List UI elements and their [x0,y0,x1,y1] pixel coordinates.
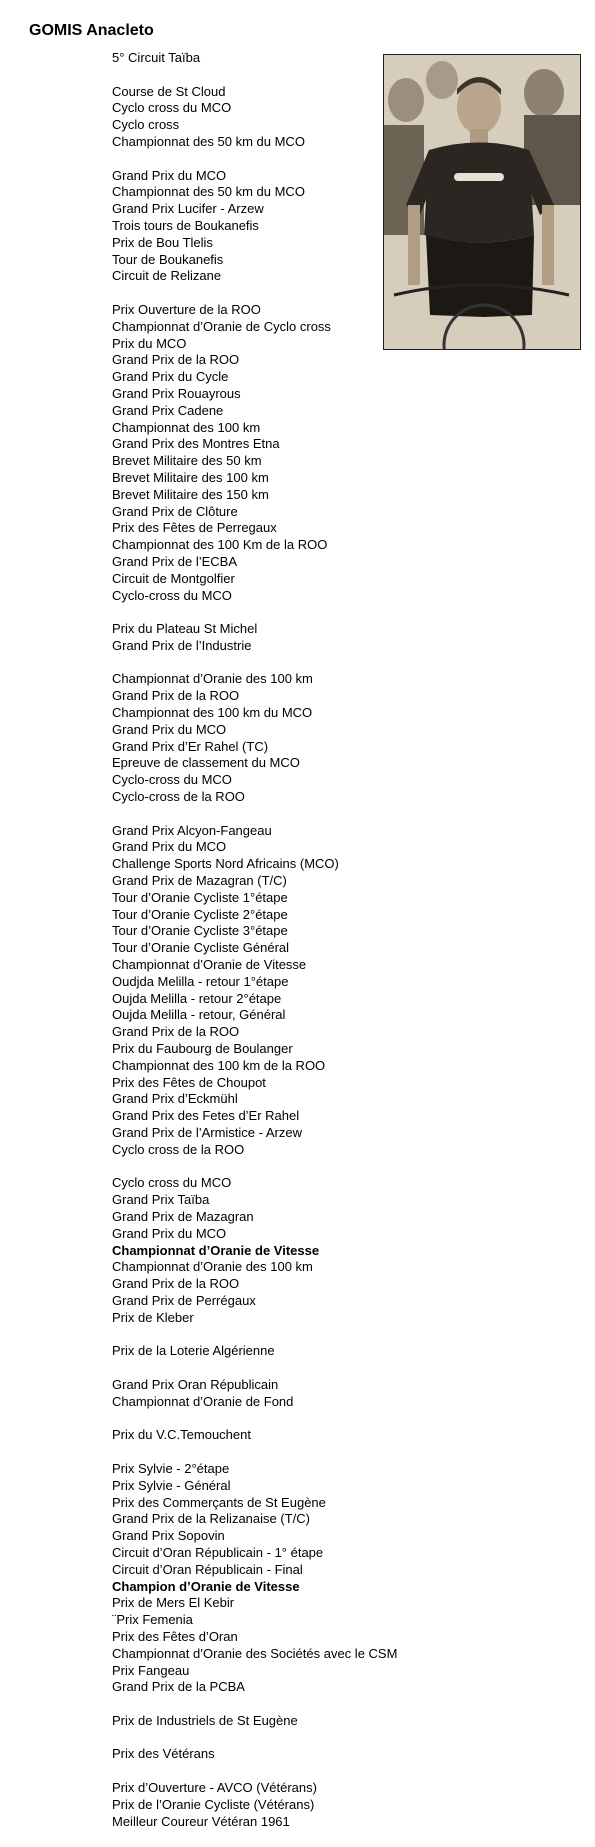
result-event: Prix de Industriels de St Eugène [112,1712,298,1728]
result-event: Grand Prix d’Er Rahel (TC) [112,738,269,754]
result-event: Grand Prix Rouayrous [112,385,241,401]
result-event: Prix de la Loterie Algérienne [112,1343,275,1359]
result-event: Oujda Melilla - retour 2°étape [112,990,282,1006]
result-row [0,1427,420,1444]
result-row [0,453,420,470]
result-event: Oujda Melilla - retour, Général [112,1007,286,1023]
result-row [0,403,420,420]
result-row [0,1394,420,1411]
result-event: Championnat d’Oranie des 100 km [112,671,313,687]
result-event: Brevet Militaire des 100 km [112,469,269,485]
result-event: Grand Prix Taïba [112,1192,210,1208]
result-event: Prix de Mers El Kebir [112,1595,235,1611]
result-event: Prix des Fêtes d’Oran [112,1628,238,1644]
result-event: Championnat des 50 km du MCO [112,133,305,149]
result-event: Prix de Kleber [112,1309,194,1325]
result-event: Prix du Faubourg de Boulanger [112,1041,293,1057]
result-row [0,1663,420,1680]
result-row [0,856,420,873]
result-row [0,268,420,285]
result-event: Championnat des 100 km du MCO [112,705,313,721]
result-event: Tour d’Oranie Cycliste Général [112,940,290,956]
result-row [0,890,420,907]
result-row [0,1091,420,1108]
result-event: Grand Prix de la PCBA [112,1679,245,1695]
result-row [0,1142,420,1159]
result-row [0,50,420,67]
result-row [0,1293,420,1310]
result-row [0,588,420,605]
result-row [0,487,420,504]
result-row [0,168,420,185]
result-row [0,705,420,722]
result-row [0,319,420,336]
result-event: Cyclo cross du MCO [112,1175,232,1191]
result-event: Championnat d’Oranie de Vitesse [112,957,307,973]
result-event: Champion d’Oranie de Vitesse [112,1578,300,1594]
result-event: Course de St Cloud [112,83,226,99]
result-event: Grand Prix du MCO [112,721,227,737]
result-event: Meilleur Coureur Vétéran 1961 [112,1813,290,1829]
spacer [0,1444,420,1461]
result-row [0,1243,420,1260]
result-event: Oudjda Melilla - retour 1°étape [112,973,289,989]
result-row [0,873,420,890]
result-row [0,839,420,856]
result-row [0,1545,420,1562]
result-event: Prix de l’Oranie Cycliste (Vétérans) [112,1796,315,1812]
result-event: Tour d’Oranie Cycliste 3°étape [112,923,288,939]
result-event: Championnat des 100 Km de la ROO [112,537,328,553]
result-event: Prix des Vétérans [112,1746,215,1762]
spacer [0,1360,420,1377]
result-row [0,1310,420,1327]
result-row [0,1192,420,1209]
result-event: Championnat des 100 km de la ROO [112,1057,326,1073]
result-event: Grand Prix du MCO [112,167,227,183]
spacer [0,806,420,823]
result-event: Epreuve de classement du MCO [112,755,300,771]
result-row [0,1075,420,1092]
result-row [0,117,420,134]
result-row [0,1108,420,1125]
result-event: Grand Prix de Mazagran [112,1208,254,1224]
result-row [0,1343,420,1360]
result-event: Circuit d’Oran Républicain - 1° étape [112,1544,324,1560]
spacer [0,1730,420,1747]
result-event: Cyclo-cross du MCO [112,772,232,788]
spacer [0,1327,420,1344]
result-row [0,100,420,117]
result-row [0,1377,420,1394]
result-event: Grand Prix de l’ECBA [112,553,237,569]
result-event: Grand Prix de Perrégaux [112,1292,256,1308]
result-row [0,1209,420,1226]
results-list [0,50,420,1830]
result-row [0,1629,420,1646]
result-event: Prix Sylvie - 2°étape [112,1460,230,1476]
result-event: Prix des Fêtes de Choupot [112,1074,266,1090]
result-row [0,571,420,588]
result-row [0,386,420,403]
result-row [0,621,420,638]
result-event: ¨Prix Femenia [112,1612,193,1628]
result-event: Prix Sylvie - Général [112,1477,231,1493]
result-row [0,1679,420,1696]
result-row [0,1528,420,1545]
result-row [0,739,420,756]
result-event: Prix du Plateau St Michel [112,621,258,637]
result-row [0,420,420,437]
result-event: Grand Prix de la ROO [112,1276,240,1292]
result-row [0,1226,420,1243]
result-event: Championnat d’Oranie de Vitesse [112,1242,320,1258]
result-event: Cyclo cross du MCO [112,100,232,116]
result-row [0,974,420,991]
result-row [0,84,420,101]
result-row [0,134,420,151]
result-event: Grand Prix des Fetes d’Er Rahel [112,1108,300,1124]
result-event: Grand Prix du MCO [112,839,227,855]
result-event: Grand Prix de l’Armistice - Arzew [112,1125,302,1140]
result-row [0,252,420,269]
result-event: Prix de Bou Tlelis [112,234,213,250]
result-event: Tour d’Oranie Cycliste 2°étape [112,906,288,922]
result-event: Circuit d’Oran Républicain - Final [112,1561,303,1577]
result-event: Prix Ouverture de la ROO [112,301,261,317]
result-event: Prix Fangeau [112,1662,190,1678]
result-row [0,184,420,201]
result-row [0,504,420,521]
result-event: Grand Prix Cadene [112,402,224,418]
result-event: Grand Prix Sopovin [112,1528,225,1544]
result-row [0,1175,420,1192]
result-event: Grand Prix de Mazagran (T/C) [112,873,287,889]
result-event: Cyclo cross de la ROO [112,1141,245,1157]
result-row [0,201,420,218]
result-row [0,1797,420,1814]
result-event: Challenge Sports Nord Africains (MCO) [112,856,339,872]
result-row [0,940,420,957]
result-event: Grand Prix du Cycle [112,369,229,385]
result-row [0,554,420,571]
result-row [0,218,420,235]
result-row [0,907,420,924]
result-row [0,352,420,369]
result-event: Circuit de Montgolfier [112,570,235,586]
spacer [0,151,420,168]
result-event: Circuit de Relizane [112,268,222,284]
result-event: Cyclo cross [112,117,180,133]
result-row [0,1562,420,1579]
result-row [0,755,420,772]
result-event: Cyclo-cross de la ROO [112,789,245,805]
result-row [0,789,420,806]
result-row [0,302,420,319]
result-row [0,1478,420,1495]
result-row [0,1058,420,1075]
result-event: Championnat d’Oranie des 100 km [112,1259,313,1275]
result-event: Prix du V.C.Temouchent [112,1427,251,1443]
result-event: Grand Prix des Montres Etna [112,436,280,452]
result-event: Grand Prix Alcyon-Fangeau [112,822,272,838]
result-row [0,923,420,940]
result-row [0,1579,420,1596]
result-event: Tour de Boukanefis [112,251,224,267]
result-row [0,1041,420,1058]
result-event: Grand Prix d’Eckmühl [112,1091,238,1107]
result-event: Grand Prix de la ROO [112,352,240,368]
spacer [0,1411,420,1428]
result-event: Trois tours de Boukanefis [112,217,259,233]
result-row [0,772,420,789]
result-event: Prix des Commerçants de St Eugène [112,1494,326,1510]
result-row [0,1024,420,1041]
spacer [0,1696,420,1713]
result-row [0,1007,420,1024]
result-row [0,671,420,688]
result-event: Grand Prix de Clôture [112,503,238,519]
result-row [0,1713,420,1730]
result-row [0,823,420,840]
result-event: Prix des Fêtes de Perregaux [112,520,277,536]
spacer [0,604,420,621]
result-row [0,1746,420,1763]
result-event: Tour d’Oranie Cycliste 1°étape [112,889,288,905]
spacer [0,67,420,84]
result-event: Prix du MCO [112,335,187,351]
result-row [0,1814,420,1831]
result-row [0,369,420,386]
result-row [0,336,420,353]
result-row [0,436,420,453]
result-event: Championnat des 50 km du MCO [112,184,305,200]
result-row [0,1276,420,1293]
result-event: Prix d’Ouverture - AVCO (Vétérans) [112,1780,317,1796]
result-row [0,470,420,487]
result-event: Grand Prix de la ROO [112,1024,240,1040]
result-event: Championnat d’Oranie de Cyclo cross [112,318,331,334]
result-row [0,1612,420,1629]
result-event: Grand Prix de la Relizanaise (T/C) [112,1511,310,1527]
result-event: Championnat des 100 km [112,419,261,435]
result-event: 5° Circuit Taïba [112,50,201,65]
spacer [0,1159,420,1176]
result-event: Brevet Militaire des 50 km [112,453,262,469]
spacer [0,285,420,302]
result-row [0,1646,420,1663]
result-row [0,1595,420,1612]
result-event: Grand Prix de l’Industrie [112,637,252,653]
result-event: Grand Prix de la ROO [112,688,240,704]
spacer [0,655,420,672]
result-event: Championnat d’Oranie des Sociétés avec le CSM [112,1645,398,1661]
result-row [0,991,420,1008]
result-row [0,1125,420,1142]
result-event: Championnat d’Oranie de Fond [112,1393,294,1409]
result-event: Grand Prix du MCO [112,1225,227,1241]
result-event: Grand Prix Lucifer - Arzew [112,201,264,217]
result-row [0,1495,420,1512]
result-event: Grand Prix Oran Républicain [112,1376,279,1392]
result-row [0,722,420,739]
page-title: GOMIS Anacleto [29,22,154,39]
result-row [0,1511,420,1528]
result-row [0,638,420,655]
result-row [0,688,420,705]
result-row [0,1780,420,1797]
result-row [0,537,420,554]
result-row [0,957,420,974]
result-row [0,1259,420,1276]
result-row [0,520,420,537]
result-event: Brevet Militaire des 150 km [112,486,269,502]
spacer [0,1763,420,1780]
result-row [0,235,420,252]
result-event: Cyclo-cross du MCO [112,587,232,603]
result-row [0,1461,420,1478]
